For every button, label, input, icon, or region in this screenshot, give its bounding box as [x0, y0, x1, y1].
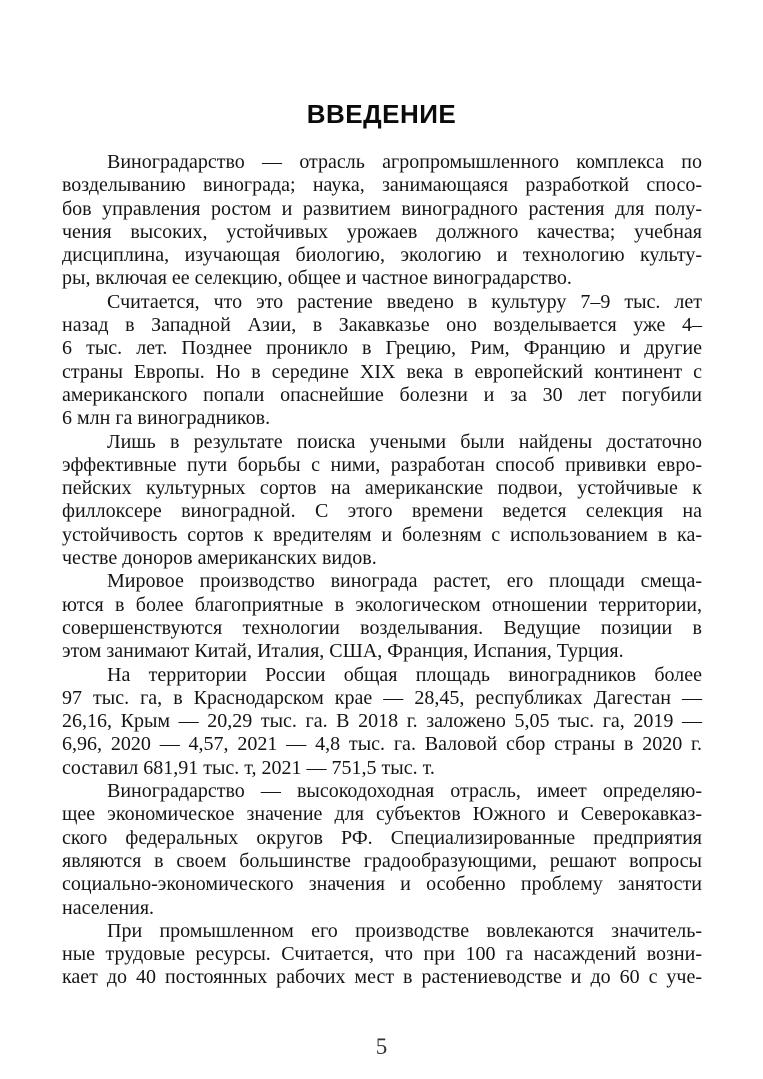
- text-line: социально-экономического значения и особенно проблему занятости: [62, 873, 702, 896]
- text-line: Виноградарство — высокодоходная отрасль, имеет определяю-: [107, 780, 702, 803]
- text-line: 26,16, Крым — 20,29 тыс. га. В 2018 г. заложено 5,05 тыс. га, 2019 —: [62, 710, 702, 733]
- text-line: филлоксере виноградной. С этого времени ведется селекция на: [62, 500, 702, 523]
- text-line: эффективные пути борьбы с ними, разработан способ прививки евро-: [62, 453, 702, 476]
- text-line: чения высоких, устойчивых урожаев должного качества; учебная: [62, 220, 702, 243]
- text-line: На территории России общая площадь виноградников более: [107, 663, 702, 686]
- page-number: 5: [375, 1034, 388, 1059]
- paragraph: [62, 664, 702, 780]
- text-line: возделыванию винограда; наука, занимающаяся разработкой спосо-: [62, 174, 702, 197]
- text-line: щее экономическое значение для субъектов Южного и Северокавказ-: [62, 803, 702, 826]
- paragraph: [62, 431, 702, 571]
- text-line: 97 тыс. га, в Краснодарском крае — 28,45, республиках Дагестан —: [62, 686, 702, 709]
- text-line: дисциплина, изучающая биологию, экологию и технологию культу-: [62, 244, 702, 267]
- text-line: являются в своем большинстве градообразующими, решают вопросы: [62, 849, 702, 872]
- text-line: ные трудовые ресурсы. Считается, что при 100 га насаждений возни-: [62, 943, 702, 966]
- text-line: 6 тыс. лет. Позднее проникло в Грецию, Рим, Францию и другие: [62, 337, 702, 360]
- paragraph: [62, 920, 702, 990]
- page-title: ВВЕДЕНИЕ: [306, 99, 457, 129]
- text-line: ры, включая ее селекцию, общее и частное виноградарство.: [62, 267, 572, 290]
- text-line: 6,96, 2020 — 4,57, 2021 — 4,8 тыс. га. Валовой сбор страны в 2020 г.: [62, 733, 702, 756]
- text-line: ского федеральных округов РФ. Специализированные предприятия: [62, 826, 702, 849]
- text-line: честве доноров американских видов.: [62, 547, 377, 570]
- text-line: Виноградарство — отрасль агропромышленного комплекса по: [107, 151, 702, 173]
- text-line: совершенствуются технологии возделывания. Ведущие позиции в: [62, 616, 702, 639]
- text-line: ются в более благоприятные в экологическом отношении территории,: [62, 593, 702, 616]
- text-line: кает до 40 постоянных рабочих мест в растениеводстве и до 60 с уче-: [62, 966, 702, 989]
- text-line: При промышленном его производстве вовлекаются значитель-: [107, 919, 702, 942]
- text-line: устойчивость сортов к вредителям и болезням с использованием в ка-: [62, 523, 702, 546]
- text-line: Лишь в результате поиска учеными были найдены достаточно: [107, 430, 702, 453]
- paragraph: [62, 570, 702, 663]
- body-text: [62, 151, 702, 990]
- text-line: пейских культурных сортов на американские подвои, устойчивые к: [62, 477, 702, 500]
- paragraph: [62, 291, 702, 431]
- text-line: американского попали опаснейшие болезни и за 30 лет погубили: [62, 383, 702, 406]
- text-line: страны Европы. Но в середине XIX века в европейский континент с: [62, 360, 702, 383]
- text-line: 6 млн га виноградников.: [62, 407, 271, 430]
- text-line: составил 681,91 тыс. т, 2021 — 751,5 тыс. т.: [62, 756, 435, 779]
- paragraph: [62, 780, 702, 920]
- text-line: этом занимают Китай, Италия, США, Франция, Испания, Турция.: [62, 640, 624, 663]
- paragraph: [62, 151, 702, 291]
- text-line: населения.: [62, 896, 155, 919]
- text-line: назад в Западной Азии, в Закавказье оно возделывается уже 4–: [62, 314, 702, 337]
- text-line: Считается, что это растение введено в культуру 7–9 тыс. лет: [107, 290, 702, 313]
- text-line: Мировое производство винограда растет, его площади смеща-: [107, 570, 702, 593]
- text-line: бов управления ростом и развитием виноградного растения для полу-: [62, 197, 702, 220]
